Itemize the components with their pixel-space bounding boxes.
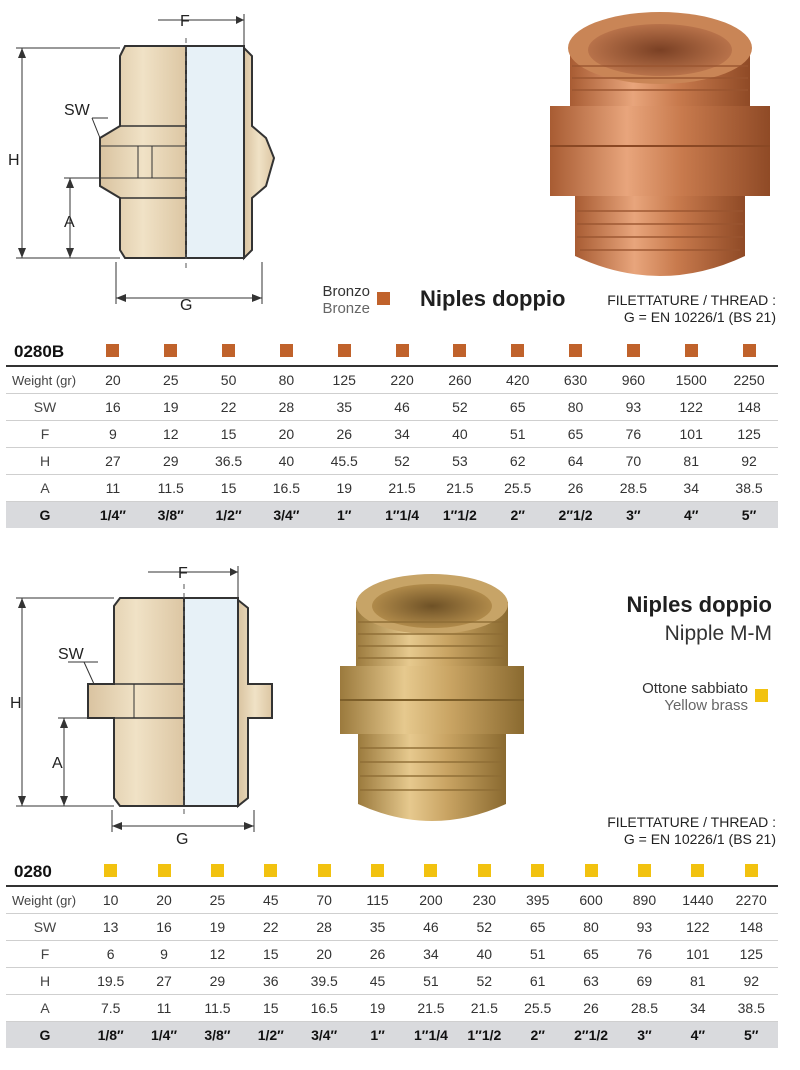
table-cell: 27: [137, 968, 190, 995]
thread-size-cell: 1/8″: [84, 1022, 137, 1049]
table-cell: 51: [511, 941, 564, 968]
material-swatch-brass: [755, 689, 768, 702]
thread-size-row: [6, 502, 778, 529]
table-cell: 93: [604, 394, 662, 421]
table-cell: 19.5: [84, 968, 137, 995]
table-cell: 19: [142, 394, 200, 421]
thread-size-cell: 1″1/2: [458, 1022, 511, 1049]
material-square-icon: [745, 864, 758, 877]
table-cell: 220: [373, 366, 431, 394]
table-cell: 395: [511, 886, 564, 914]
thread-size-cell: 4″: [671, 1022, 724, 1049]
table-cell: 12: [142, 421, 200, 448]
table-cell: 29: [142, 448, 200, 475]
table-cell: 13: [84, 914, 137, 941]
material-swatch-bronze: [377, 292, 390, 305]
thread-size-cell: 1/4″: [84, 502, 142, 529]
dim-label-a: A: [52, 755, 63, 772]
table-cell: 39.5: [298, 968, 351, 995]
table-cell: 45: [351, 968, 404, 995]
thread-size-cell: 3/4″: [257, 502, 315, 529]
material-square-icon: [453, 344, 466, 357]
table-cell: 35: [351, 914, 404, 941]
table-cell: 122: [671, 914, 724, 941]
table-cell: 1500: [662, 366, 720, 394]
thread-size-cell: 1″1/4: [373, 502, 431, 529]
table-cell: 6: [84, 941, 137, 968]
row-label: SW: [6, 914, 84, 941]
table-cell: 65: [489, 394, 547, 421]
dim-label-sw: SW: [58, 646, 84, 663]
material-square-icon: [691, 864, 704, 877]
product-code: 0280B: [6, 338, 84, 366]
table-cell: 260: [431, 366, 489, 394]
material-name-it: Ottone sabbiato: [642, 680, 748, 697]
table-cell: 11.5: [142, 475, 200, 502]
thread-size-cell: 3/8″: [191, 1022, 244, 1049]
table-cell: 230: [458, 886, 511, 914]
table-cell: 52: [458, 968, 511, 995]
table-cell: 45: [244, 886, 297, 914]
table-cell: 51: [489, 421, 547, 448]
table-cell: 45.5: [315, 448, 373, 475]
thread-size-cell: 1″1/4: [404, 1022, 457, 1049]
table-cell: 62: [489, 448, 547, 475]
thread-size-cell: 3/8″: [142, 502, 200, 529]
material-square-icon: [264, 864, 277, 877]
table-cell: 20: [298, 941, 351, 968]
material-square-icon: [104, 864, 117, 877]
thread-standard-line1: FILETTATURE / THREAD :: [607, 814, 776, 830]
table-cell: 21.5: [404, 995, 457, 1022]
table-cell: 22: [200, 394, 258, 421]
table-cell: 26: [315, 421, 373, 448]
technical-drawing-brass: [8, 562, 298, 862]
table-cell: 11: [137, 995, 190, 1022]
table-cell: 40: [431, 421, 489, 448]
table-cell: 125: [315, 366, 373, 394]
material-square-icon: [531, 864, 544, 877]
table-cell: 52: [458, 914, 511, 941]
table-cell: 122: [662, 394, 720, 421]
table-cell: 50: [200, 366, 258, 394]
table-cell: 7.5: [84, 995, 137, 1022]
table-cell: 76: [618, 941, 671, 968]
table-cell: 28.5: [604, 475, 662, 502]
material-square-icon: [585, 864, 598, 877]
material-square-icon: [222, 344, 235, 357]
table-cell: 81: [671, 968, 724, 995]
table-cell: 36: [244, 968, 297, 995]
thread-size-cell: 1/4″: [137, 1022, 190, 1049]
table-cell: 34: [373, 421, 431, 448]
table-cell: 34: [671, 995, 724, 1022]
table-cell: 16: [84, 394, 142, 421]
table-cell: 12: [191, 941, 244, 968]
row-label: Weight (gr): [6, 366, 84, 394]
table-cell: 21.5: [458, 995, 511, 1022]
material-square-icon: [396, 344, 409, 357]
material-name-en: Yellow brass: [664, 697, 748, 714]
table-cell: 65: [547, 421, 605, 448]
table-row: [6, 394, 778, 421]
material-square-icon: [511, 344, 524, 357]
table-cell: 10: [84, 886, 137, 914]
table-cell: 22: [244, 914, 297, 941]
thread-size-cell: 3/4″: [298, 1022, 351, 1049]
table-row: [6, 941, 778, 968]
table-cell: 92: [725, 968, 779, 995]
material-square-icon: [280, 344, 293, 357]
table-cell: 64: [547, 448, 605, 475]
product-title: Niples doppio: [626, 592, 772, 617]
table-cell: 20: [84, 366, 142, 394]
table-cell: 20: [257, 421, 315, 448]
table-row: [6, 886, 778, 914]
thread-standard-line2: G = EN 10226/1 (BS 21): [623, 831, 776, 847]
thread-size-cell: 5″: [720, 502, 778, 529]
table-cell: 29: [191, 968, 244, 995]
table-cell: 38.5: [720, 475, 778, 502]
table-row: [6, 968, 778, 995]
thread-standard-line2: G = EN 10226/1 (BS 21): [623, 309, 776, 325]
table-cell: 19: [315, 475, 373, 502]
thread-size-cell: 1/2″: [200, 502, 258, 529]
dim-label-a: A: [64, 214, 75, 231]
table-row: [6, 995, 778, 1022]
table-cell: 21.5: [373, 475, 431, 502]
material-square-icon: [211, 864, 224, 877]
row-label: H: [6, 968, 84, 995]
table-cell: 80: [564, 914, 617, 941]
table-cell: 34: [662, 475, 720, 502]
table-cell: 25.5: [511, 995, 564, 1022]
technical-drawing-bronze: [8, 8, 298, 318]
table-cell: 101: [671, 941, 724, 968]
thread-size-cell: 1/2″: [244, 1022, 297, 1049]
table-cell: 51: [404, 968, 457, 995]
row-label: H: [6, 448, 84, 475]
table-cell: 1440: [671, 886, 724, 914]
thread-size-cell: 4″: [662, 502, 720, 529]
thread-size-cell: 1″: [315, 502, 373, 529]
table-cell: 960: [604, 366, 662, 394]
material-square-icon: [371, 864, 384, 877]
material-name-it: Bronzo: [322, 283, 370, 300]
product-title: Niples doppio: [420, 286, 566, 311]
material-square-icon: [638, 864, 651, 877]
material-square-icon: [478, 864, 491, 877]
dim-label-g: G: [176, 831, 189, 848]
table-cell: 25: [142, 366, 200, 394]
table-row: [6, 475, 778, 502]
dim-label-h: H: [10, 695, 22, 712]
table-cell: 630: [547, 366, 605, 394]
row-label: SW: [6, 394, 84, 421]
dim-label-h: H: [8, 152, 20, 169]
material-square-icon: [569, 344, 582, 357]
table-cell: 26: [351, 941, 404, 968]
table-cell: 2270: [725, 886, 779, 914]
table-cell: 34: [404, 941, 457, 968]
table-cell: 15: [200, 421, 258, 448]
table-header-row: [6, 338, 778, 366]
row-label: Weight (gr): [6, 886, 84, 914]
table-cell: 101: [662, 421, 720, 448]
thread-size-cell: 2″: [489, 502, 547, 529]
thread-size-cell: 5″: [725, 1022, 779, 1049]
thread-size-cell: 2″1/2: [564, 1022, 617, 1049]
thread-size-row: [6, 1022, 778, 1049]
table-cell: 65: [564, 941, 617, 968]
product-photo-bronze: [540, 6, 780, 296]
row-label: F: [6, 941, 84, 968]
product-subtitle: Nipple M-M: [664, 622, 772, 645]
row-label: A: [6, 995, 84, 1022]
table-cell: 15: [244, 941, 297, 968]
table-cell: 61: [511, 968, 564, 995]
table-cell: 52: [431, 394, 489, 421]
material-square-icon: [685, 344, 698, 357]
table-cell: 26: [547, 475, 605, 502]
dim-label-g: G: [180, 297, 193, 314]
table-cell: 11: [84, 475, 142, 502]
thread-standard-line1: FILETTATURE / THREAD :: [607, 292, 776, 308]
table-cell: 93: [618, 914, 671, 941]
table-cell: 20: [137, 886, 190, 914]
table-cell: 28: [298, 914, 351, 941]
row-label: G: [6, 502, 84, 529]
table-header-row: [6, 858, 778, 886]
table-cell: 40: [458, 941, 511, 968]
table-cell: 70: [298, 886, 351, 914]
table-cell: 46: [404, 914, 457, 941]
dim-label-sw: SW: [64, 102, 90, 119]
thread-size-cell: 1″: [351, 1022, 404, 1049]
table-cell: 38.5: [725, 995, 779, 1022]
table-cell: 53: [431, 448, 489, 475]
table-cell: 15: [244, 995, 297, 1022]
table-cell: 26: [564, 995, 617, 1022]
table-cell: 125: [725, 941, 779, 968]
product-code: 0280: [6, 858, 84, 886]
table-cell: 9: [137, 941, 190, 968]
table-cell: 27: [84, 448, 142, 475]
table-cell: 11.5: [191, 995, 244, 1022]
table-cell: 80: [547, 394, 605, 421]
spec-table-0280: [6, 858, 778, 1048]
material-square-icon: [338, 344, 351, 357]
table-cell: 125: [720, 421, 778, 448]
spec-table-0280B: [6, 338, 778, 528]
table-cell: 16: [137, 914, 190, 941]
material-square-icon: [164, 344, 177, 357]
table-cell: 52: [373, 448, 431, 475]
thread-size-cell: 3″: [604, 502, 662, 529]
table-cell: 200: [404, 886, 457, 914]
table-cell: 420: [489, 366, 547, 394]
material-square-icon: [318, 864, 331, 877]
thread-size-cell: 1″1/2: [431, 502, 489, 529]
row-label: F: [6, 421, 84, 448]
table-cell: 19: [351, 995, 404, 1022]
table-cell: 115: [351, 886, 404, 914]
thread-size-cell: 3″: [618, 1022, 671, 1049]
table-cell: 69: [618, 968, 671, 995]
material-name-en: Bronze: [322, 300, 370, 317]
table-cell: 76: [604, 421, 662, 448]
table-cell: 28.5: [618, 995, 671, 1022]
table-cell: 25: [191, 886, 244, 914]
table-cell: 25.5: [489, 475, 547, 502]
table-cell: 70: [604, 448, 662, 475]
table-cell: 40: [257, 448, 315, 475]
product-photo-brass: [334, 566, 530, 836]
table-cell: 890: [618, 886, 671, 914]
row-label: G: [6, 1022, 84, 1049]
table-row: [6, 914, 778, 941]
table-cell: 148: [720, 394, 778, 421]
table-cell: 15: [200, 475, 258, 502]
table-row: [6, 366, 778, 394]
table-cell: 16.5: [298, 995, 351, 1022]
row-label: A: [6, 475, 84, 502]
table-cell: 63: [564, 968, 617, 995]
material-square-icon: [627, 344, 640, 357]
thread-size-cell: 2″1/2: [547, 502, 605, 529]
table-cell: 65: [511, 914, 564, 941]
table-cell: 16.5: [257, 475, 315, 502]
table-cell: 92: [720, 448, 778, 475]
table-cell: 36.5: [200, 448, 258, 475]
material-square-icon: [106, 344, 119, 357]
table-cell: 46: [373, 394, 431, 421]
table-cell: 35: [315, 394, 373, 421]
table-cell: 21.5: [431, 475, 489, 502]
material-square-icon: [424, 864, 437, 877]
table-row: [6, 421, 778, 448]
table-cell: 19: [191, 914, 244, 941]
table-cell: 80: [257, 366, 315, 394]
table-cell: 9: [84, 421, 142, 448]
table-cell: 81: [662, 448, 720, 475]
table-cell: 2250: [720, 366, 778, 394]
table-cell: 28: [257, 394, 315, 421]
material-square-icon: [158, 864, 171, 877]
table-cell: 148: [725, 914, 779, 941]
table-row: [6, 448, 778, 475]
table-cell: 600: [564, 886, 617, 914]
thread-size-cell: 2″: [511, 1022, 564, 1049]
material-square-icon: [743, 344, 756, 357]
dim-label-f: F: [180, 13, 190, 30]
dim-label-f: F: [178, 565, 188, 582]
